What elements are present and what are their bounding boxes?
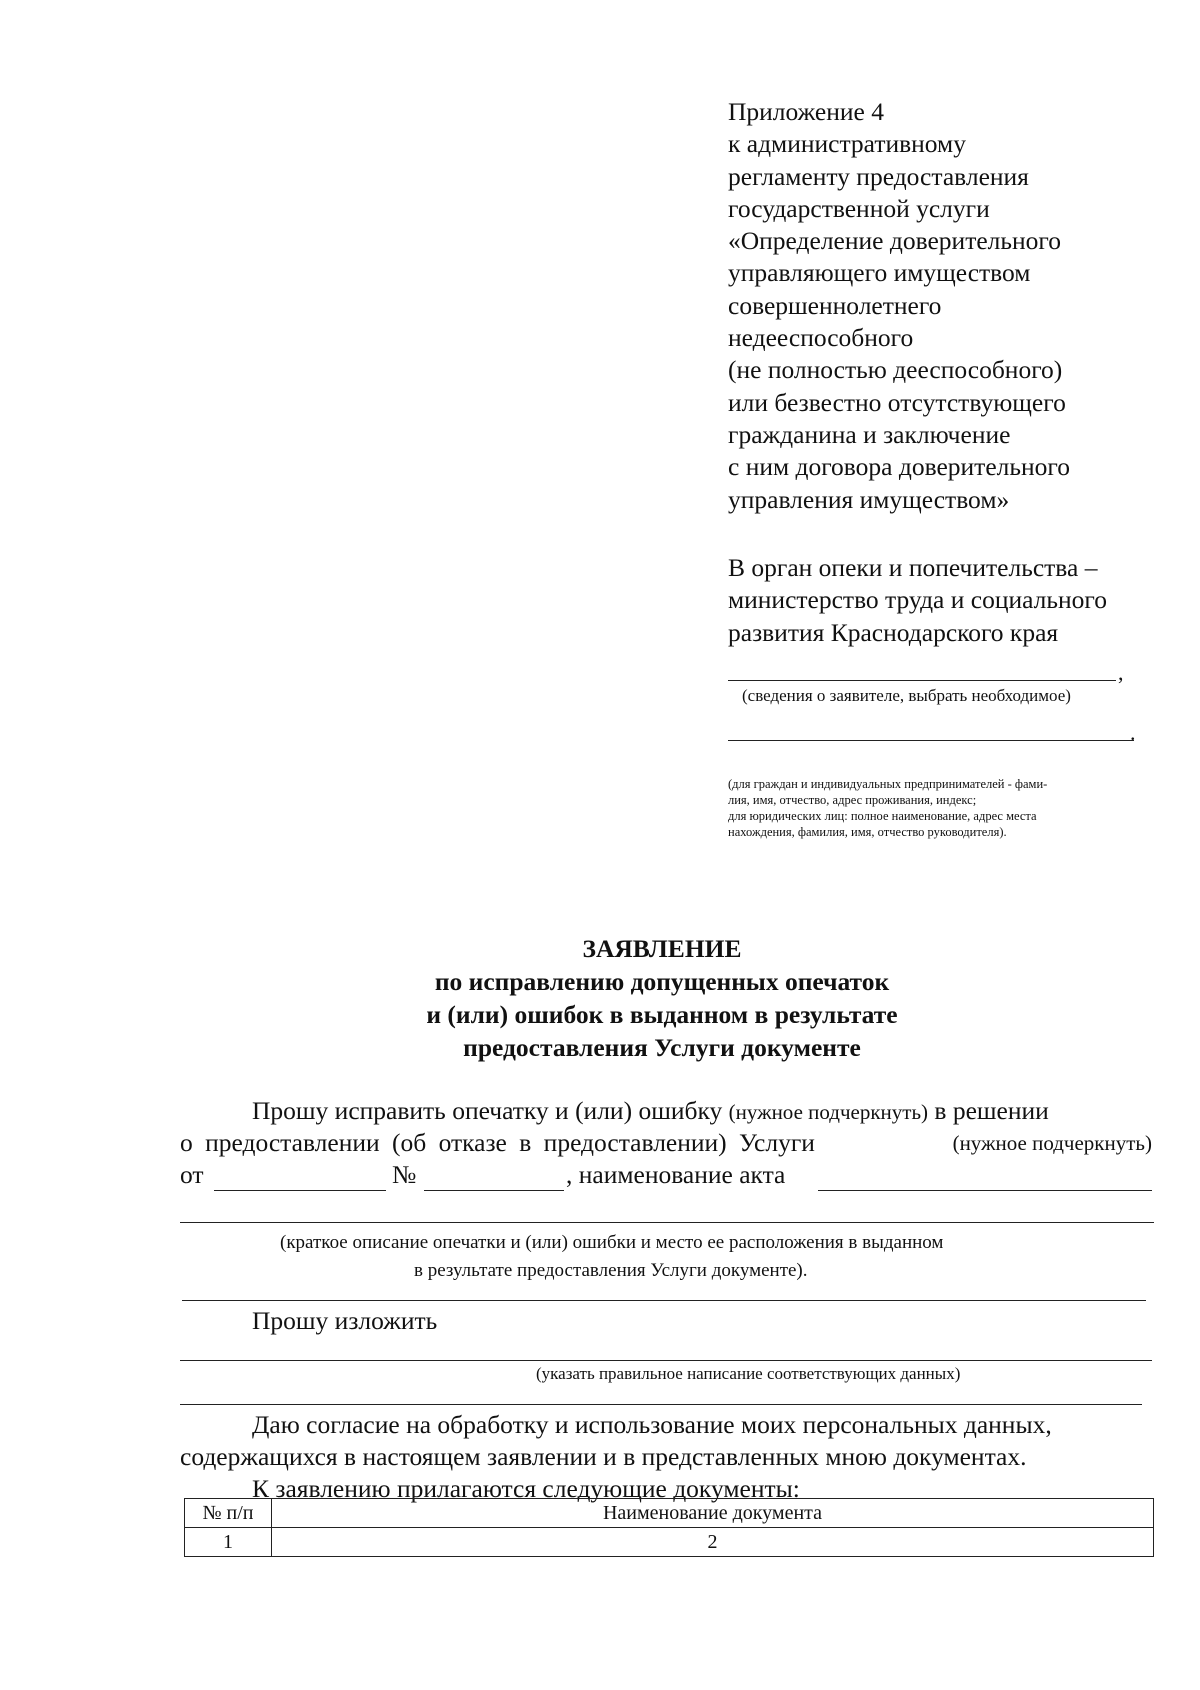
- recipient-line: развития Краснодарского края: [728, 617, 1059, 647]
- title-line: и (или) ошибок в выданном в результате: [426, 1000, 898, 1029]
- applicant-note-line: лия, имя, отчество, адрес проживания, индекс;: [728, 793, 977, 807]
- description-field-2[interactable]: [182, 1300, 1146, 1301]
- attachments-label: К заявлению прилагаются следующие документы:: [252, 1474, 800, 1503]
- appendix-line: к административному: [728, 129, 966, 159]
- appendix-line: (не полностью дееспособного): [728, 355, 1063, 385]
- appendix-line: недееспособного: [728, 323, 914, 353]
- table-header-name: Наименование документа: [272, 1499, 1154, 1528]
- appendix-line: или безвестно отсутствующего: [728, 387, 1066, 417]
- request-text: о предоставлении (об отказе в предоставлении) Услуги: [180, 1128, 815, 1157]
- appendix-block: [728, 96, 1168, 516]
- restate-field-2[interactable]: [180, 1404, 1142, 1405]
- appendix-line: гражданина и заключение: [728, 419, 1011, 449]
- recipient-block: [728, 552, 1168, 649]
- request-line-2: [180, 1128, 1152, 1158]
- appendix-line: совершеннолетнего: [728, 290, 942, 320]
- request-note: (нужное подчеркнуть): [728, 1100, 929, 1124]
- title-line: по исправлению допущенных опечаток: [434, 967, 890, 996]
- document-title: [180, 932, 1144, 1064]
- table-row: [185, 1528, 1154, 1557]
- restate-label: Прошу изложить: [252, 1306, 438, 1335]
- from-label: от: [180, 1160, 204, 1189]
- table-header-number: № п/п: [185, 1499, 272, 1528]
- act-label: , наименование акта: [566, 1160, 786, 1189]
- recipient-line: В орган опеки и попечительства –: [728, 553, 1098, 582]
- consent-line: содержащихся в настоящем заявлении и в представленных мною документах.: [180, 1442, 1027, 1471]
- comma-mark: .: [1130, 720, 1136, 745]
- table-header-row: [185, 1499, 1154, 1528]
- appendix-line: «Определение доверительного: [728, 226, 1061, 256]
- act-name-field[interactable]: [818, 1190, 1152, 1191]
- description-caption: (краткое описание опечатки и (или) ошибки и место ее расположения в выданном: [280, 1232, 944, 1253]
- request-text-end: в решении: [934, 1096, 1049, 1125]
- applicant-field-line-1[interactable]: [728, 680, 1116, 681]
- description-caption: в результате предоставления Услуги документе).: [414, 1260, 808, 1281]
- recipient-line: министерство труда и социального: [728, 585, 1107, 615]
- applicant-caption: (сведения о заявителе, выбрать необходимое): [742, 686, 1071, 705]
- date-field[interactable]: [214, 1190, 386, 1191]
- applicant-note-line: (для граждан и индивидуальных предпринимателей - фами-: [728, 777, 1048, 791]
- applicant-note-line: нахождения, фамилия, имя, отчество руководителя).: [728, 825, 1007, 839]
- table-cell-name[interactable]: 2: [272, 1528, 1154, 1557]
- appendix-line: управляющего имуществом: [728, 258, 1031, 288]
- table-cell-number[interactable]: 1: [185, 1528, 272, 1557]
- documents-table: [184, 1498, 1154, 1557]
- appendix-line: государственной услуги: [728, 193, 990, 223]
- title-heading: ЗАЯВЛЕНИЕ: [582, 934, 742, 963]
- restate-field[interactable]: [180, 1360, 1152, 1361]
- restate-caption: (указать правильное написание соответствующих данных): [536, 1364, 961, 1383]
- number-label: №: [392, 1160, 417, 1189]
- request-line-1: [252, 1096, 1049, 1126]
- request-note: (нужное подчеркнуть): [952, 1131, 1152, 1155]
- appendix-line: с ним договора доверительного: [728, 452, 1070, 482]
- description-field[interactable]: [180, 1222, 1154, 1223]
- comma-mark: ,: [1118, 660, 1124, 685]
- applicant-note: [728, 776, 1047, 840]
- appendix-line: Приложение 4: [728, 97, 884, 126]
- appendix-line: управления имуществом»: [728, 484, 1010, 514]
- consent-line: Даю согласие на обработку и использование моих персональных данных,: [252, 1410, 1052, 1439]
- appendix-line: регламенту предоставления: [728, 161, 1029, 191]
- title-line: предоставления Услуги документе: [463, 1033, 861, 1062]
- number-field[interactable]: [424, 1190, 564, 1191]
- request-text: Прошу исправить опечатку и (или) ошибку: [252, 1096, 723, 1125]
- applicant-note-line: для юридических лиц: полное наименование, адрес места: [728, 809, 1037, 823]
- applicant-field-line-2[interactable]: [728, 740, 1134, 741]
